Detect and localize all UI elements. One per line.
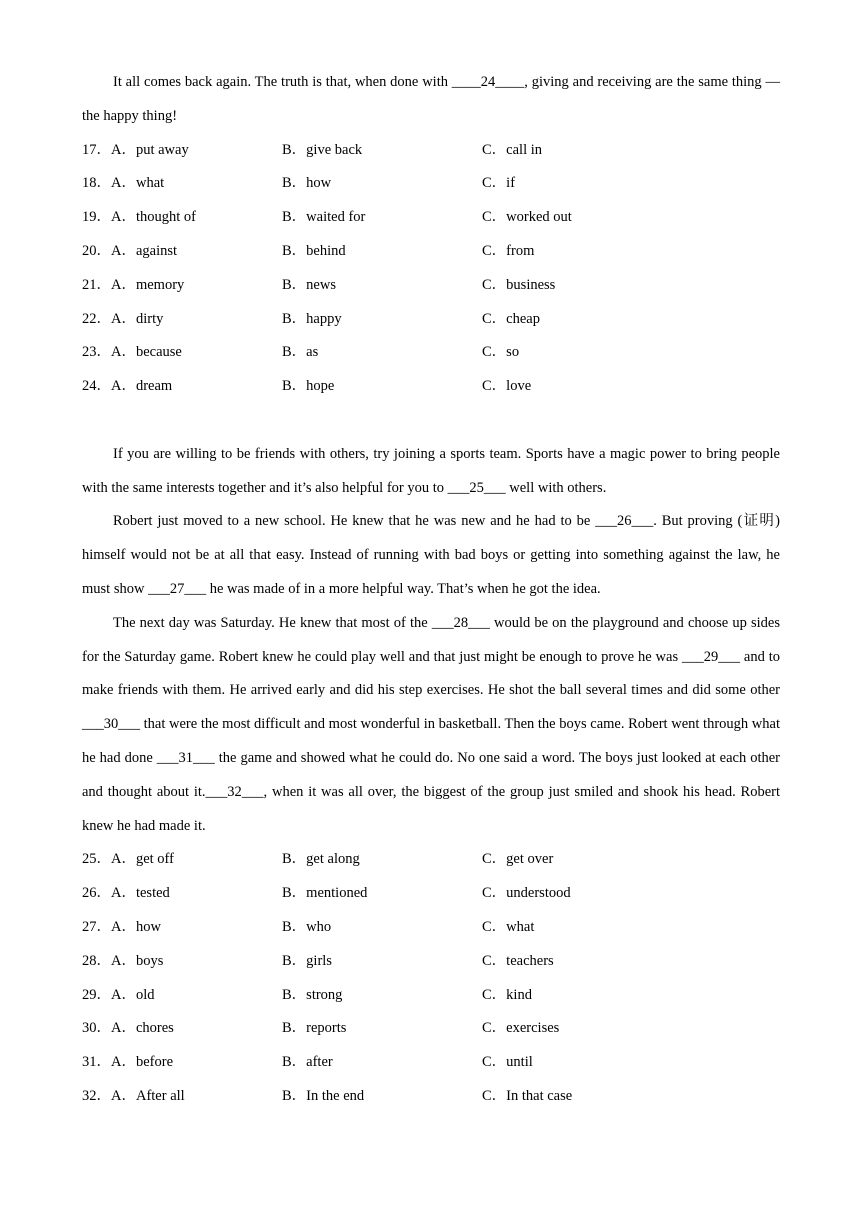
- option-c: C．so: [482, 344, 520, 361]
- question-row: [82, 911, 780, 945]
- option-b: B．happy: [282, 310, 342, 327]
- option-c: C．call in: [482, 141, 543, 158]
- option-c: C．teachers: [482, 952, 554, 969]
- paragraph: The next day was Saturday. He knew that most of the ___28___ would be on the playground and choose up sides for the Saturday game. Robert knew he could play well and that just might be enough to prove he was ___29___ and to make friends with them. He arrived early and did his step exercises. He shot the ball several times and did some other ___30___ that were the most difficult and most wonderful in basketball. Then the boys came. Robert went through what he had done ___31___ the game and showed what he could do. No one said a word. The boys just looked at each other and thought about it.___32___, when it was all over, the biggest of the group just smiled and shook his head. Robert knew he had made it.: [82, 614, 780, 834]
- option-a: 19．A．thought of: [82, 209, 196, 226]
- option-c: C．cheap: [482, 310, 540, 327]
- option-a: 22．A．dirty: [82, 310, 164, 327]
- passage-1-questions: [82, 134, 780, 404]
- question-row: [82, 167, 780, 201]
- option-a: 31．A．before: [82, 1054, 174, 1071]
- question-row: [82, 1012, 780, 1046]
- option-b: B．as: [282, 344, 319, 361]
- option-a: 23．A．because: [82, 344, 182, 361]
- option-c: C．worked out: [482, 209, 572, 226]
- option-a: 24．A．dream: [82, 378, 173, 395]
- option-b: B．how: [282, 175, 332, 192]
- option-a: 20．A．against: [82, 242, 178, 259]
- option-a: 32．A．After all: [82, 1087, 185, 1104]
- option-b: B．news: [282, 276, 336, 293]
- option-a: 29．A．old: [82, 986, 155, 1003]
- question-row: [82, 269, 780, 303]
- option-b: B．behind: [282, 242, 346, 259]
- option-c: C．get over: [482, 851, 554, 868]
- option-c: C．from: [482, 242, 535, 259]
- option-c: C．exercises: [482, 1020, 560, 1037]
- option-b: B．after: [282, 1054, 333, 1071]
- option-b: B．mentioned: [282, 885, 368, 902]
- option-b: B．give back: [282, 141, 363, 158]
- option-c: C．what: [482, 918, 535, 935]
- question-row: [82, 370, 780, 404]
- passage-2-paragraphs: [82, 438, 780, 844]
- option-a: 26．A．tested: [82, 885, 170, 902]
- option-b: B．hope: [282, 378, 335, 395]
- question-row: [82, 1046, 780, 1080]
- question-row: [82, 235, 780, 269]
- question-row: [82, 843, 780, 877]
- paragraph: It all comes back again. The truth is that, when done with ____24____, giving and receiving are the same thing — the happy thing!: [82, 74, 780, 124]
- option-c: C．until: [482, 1054, 533, 1071]
- document-page: [82, 66, 780, 1114]
- option-a: 21．A．memory: [82, 276, 185, 293]
- option-b: B．girls: [282, 952, 332, 969]
- question-row: [82, 134, 780, 168]
- option-a: 25．A．get off: [82, 851, 174, 868]
- option-b: B．who: [282, 918, 332, 935]
- option-c: C．understood: [482, 885, 571, 902]
- option-a: 17．A．put away: [82, 141, 189, 158]
- option-b: B．reports: [282, 1020, 347, 1037]
- option-b: B．strong: [282, 986, 343, 1003]
- paragraph: Robert just moved to a new school. He knew that he was new and he had to be ___26___. But proving (证明) himself would not be at all that easy. Instead of running with bad boys or getting into something against the law, he must show ___27___ he was made of in a more helpful way. That’s when he got the idea.: [82, 513, 780, 597]
- option-c: C．business: [482, 276, 556, 293]
- paragraph: If you are willing to be friends with others, try joining a sports team. Sports have a magic power to bring people with the same interests together and it’s also helpful for you to ___25___ well with others.: [82, 445, 780, 496]
- option-b: B．get along: [282, 851, 360, 868]
- option-a: 18．A．what: [82, 175, 165, 192]
- question-row: [82, 877, 780, 911]
- section-gap: [82, 404, 780, 438]
- option-b: B．In the end: [282, 1087, 365, 1104]
- option-a: 30．A．chores: [82, 1020, 174, 1037]
- passage-2-questions: [82, 843, 780, 1113]
- option-c: C．kind: [482, 986, 532, 1003]
- option-a: 27．A．how: [82, 918, 161, 935]
- option-b: B．waited for: [282, 209, 366, 226]
- question-row: [82, 945, 780, 979]
- question-row: [82, 303, 780, 337]
- question-row: [82, 336, 780, 370]
- option-c: C．if: [482, 175, 516, 192]
- passage-1-paragraphs: [82, 66, 780, 134]
- option-c: C．love: [482, 378, 532, 395]
- question-row: [82, 201, 780, 235]
- option-c: C．In that case: [482, 1087, 573, 1104]
- option-a: 28．A．boys: [82, 952, 164, 969]
- question-row: [82, 1080, 780, 1114]
- question-row: [82, 979, 780, 1013]
